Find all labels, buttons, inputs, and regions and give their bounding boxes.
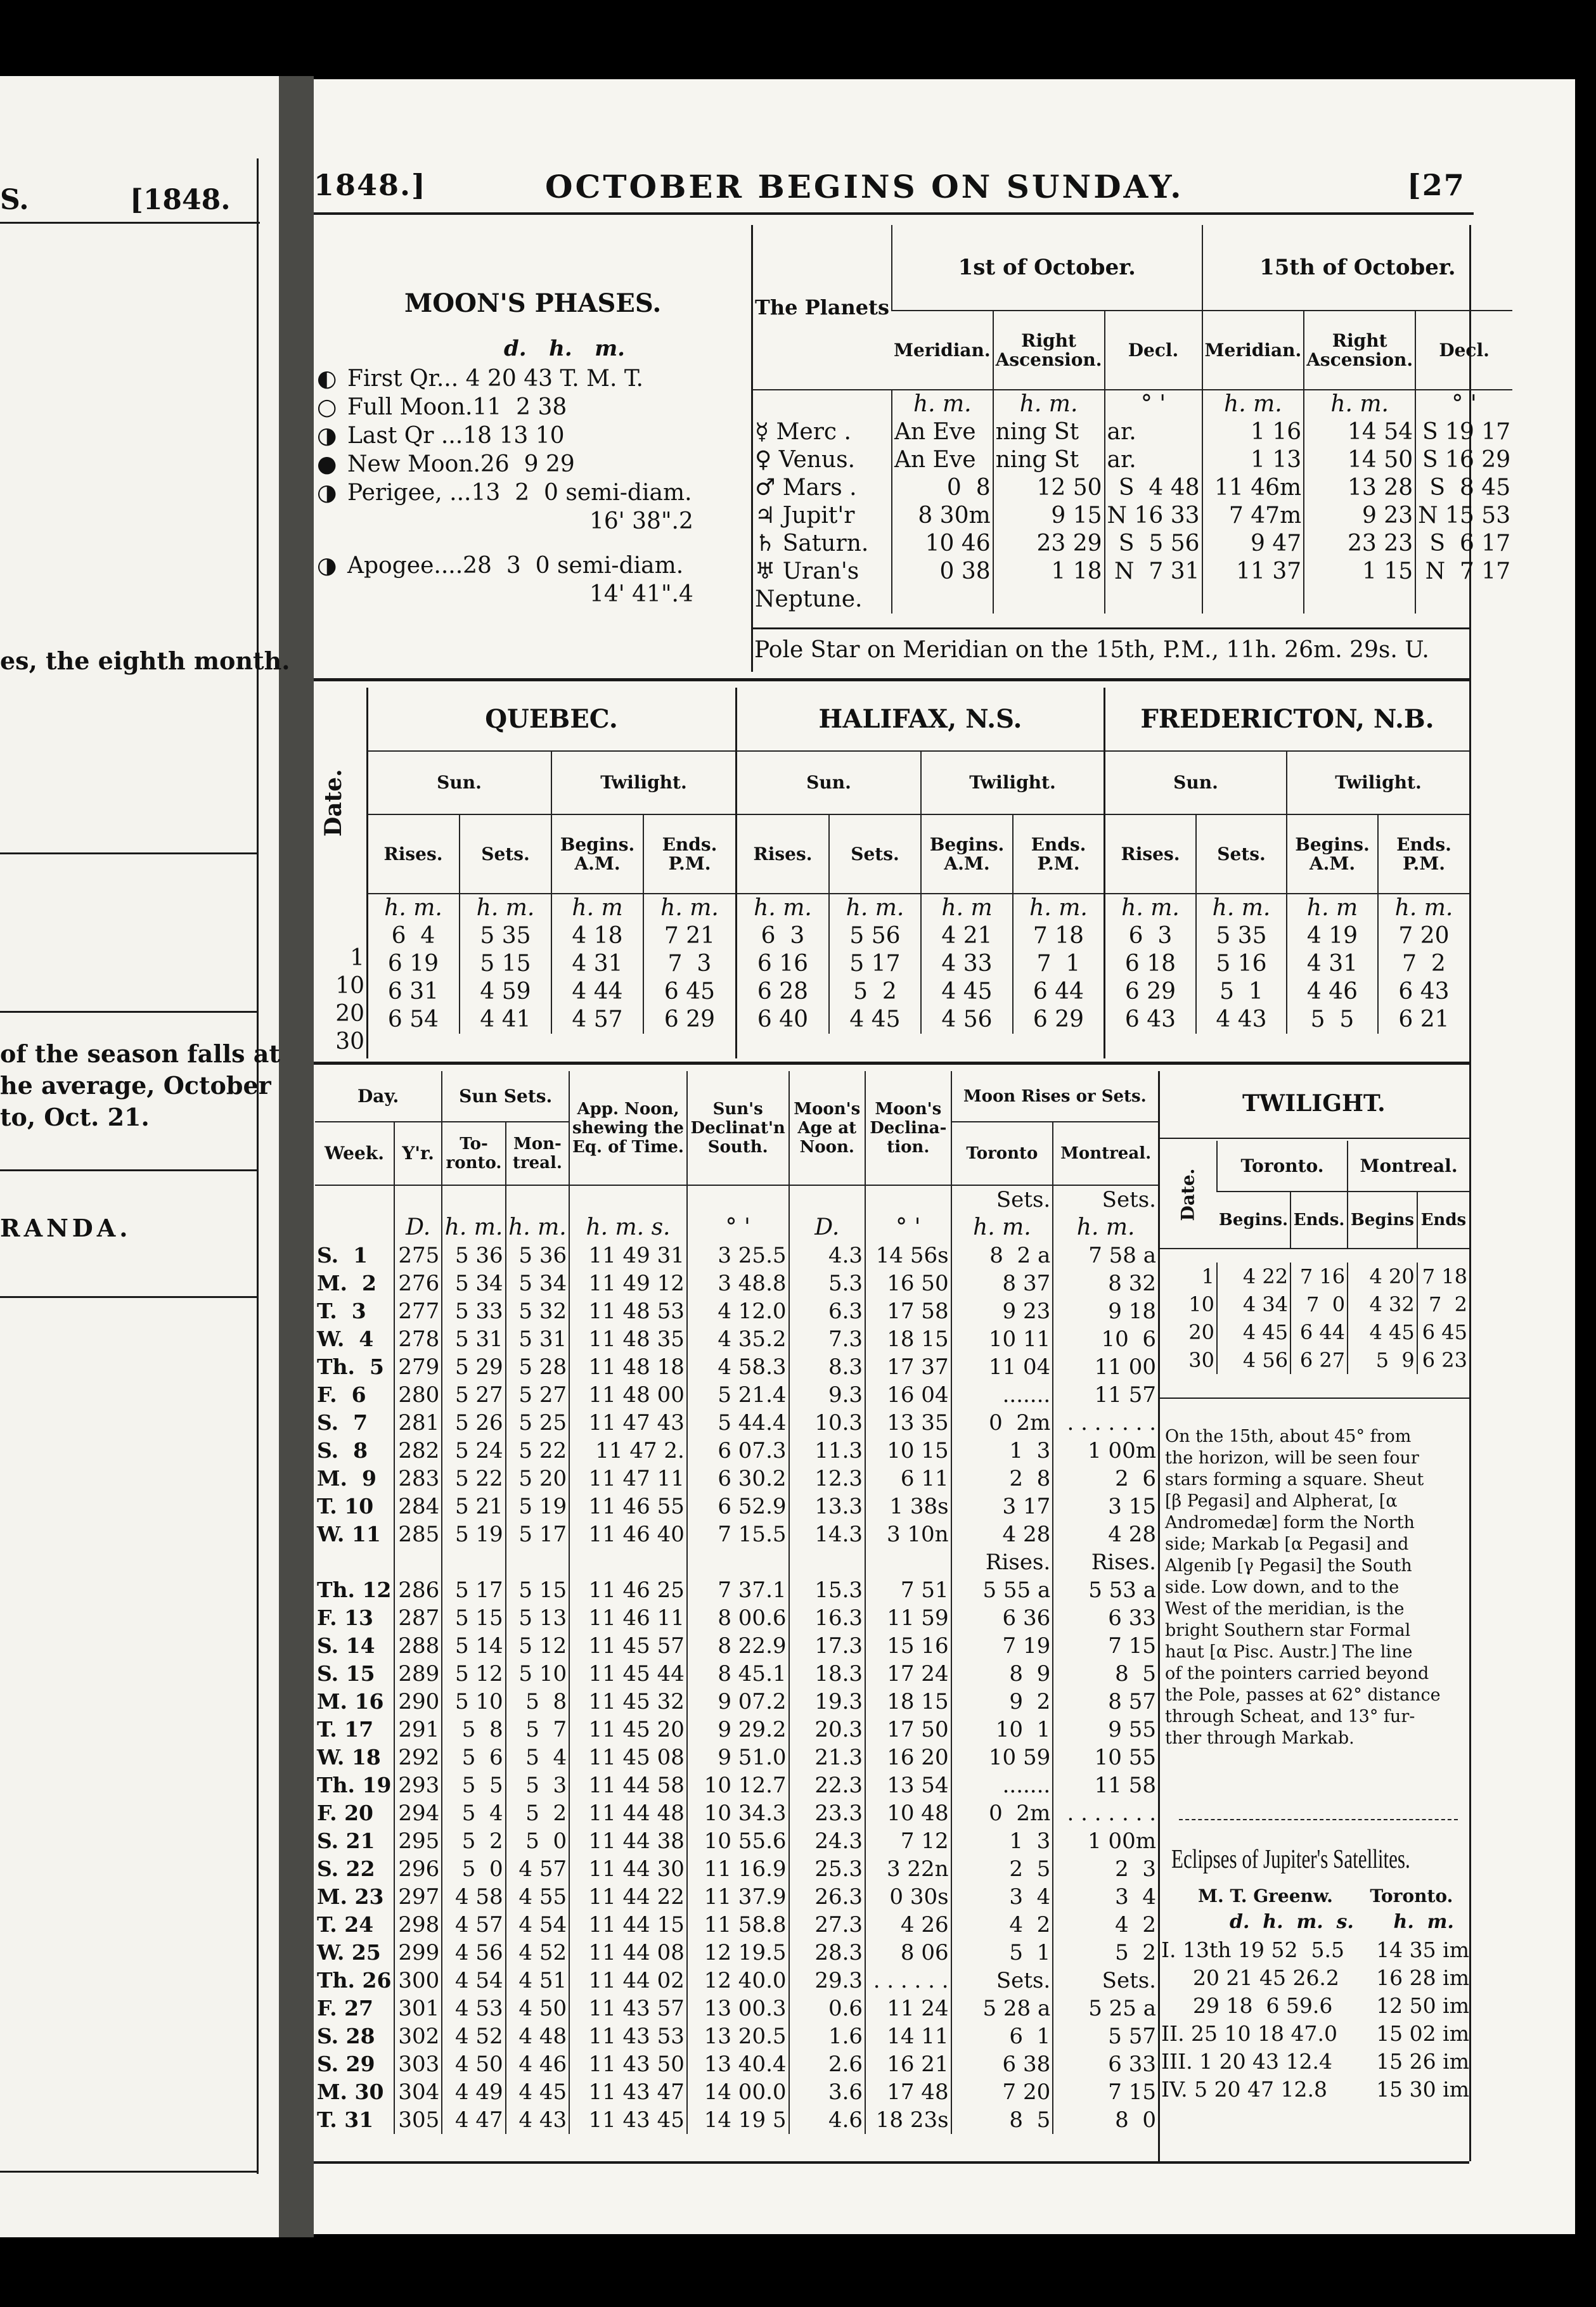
header-title: OCTOBER BEGINS ON SUNDAY. <box>545 168 1184 205</box>
planets-label: The Planets <box>753 225 892 390</box>
table-row: 6 3 5 56 4 21 7 18 <box>737 922 1104 950</box>
note-line: through Scheat, and 13° fur- <box>1165 1707 1415 1726</box>
table-row: ☿ Merc . An Eve ning St ar. 1 16 14 54 S 19 17 <box>753 418 1512 446</box>
pole-star-rule <box>753 627 1469 629</box>
table-row: ♀ Venus. An Eve ning St ar. 1 13 14 50 S 16 29 <box>753 446 1512 474</box>
left-rule <box>0 1169 257 1171</box>
moon-phase-icon: ◑ <box>317 553 337 579</box>
moon-phase-row: ◑ Apogee....28 3 0 semi-diam. <box>317 553 684 579</box>
table-row: F. 6 280 5 27 5 27 11 48 00 5 21.4 9.3 16 04 ....... 11 57 <box>315 1381 1158 1409</box>
header-rule <box>314 212 1474 215</box>
table-row: 6 40 4 45 4 56 6 29 <box>737 1006 1104 1034</box>
left-rule <box>0 1296 257 1298</box>
note-line: the Pole, passes at 62° distance <box>1165 1685 1441 1705</box>
left-text-line: to, Oct. 21. <box>0 1103 150 1131</box>
table-row: 30 4 56 6 27 5 9 6 23 <box>1160 1346 1469 1374</box>
table-row: 6 19 5 15 4 31 7 3 <box>368 950 735 978</box>
moon-phases-units: d. h. m. <box>504 336 626 361</box>
eclipses-units: d. h. m. s. h. m. <box>1230 1911 1454 1933</box>
moon-phases-list <box>317 364 748 608</box>
table-row: 10 4 34 7 0 4 32 7 2 <box>1160 1290 1469 1318</box>
table-row: S. 22 296 5 0 4 57 11 44 30 11 16.9 25.3 3 22n 2 5 2 3 <box>315 1855 1158 1883</box>
note-divider <box>1179 1819 1458 1820</box>
moon-phase-row: ● New Moon.26 9 29 <box>317 451 575 477</box>
city-table-quebec: QUEBEC. Sun. Twilight. Rises. Sets. Begins. A.M. Ends. P.M. h. m. h. m. h. m h. m. 6 4 5 35 4 18 7 21 6 19 5 15 4 31 7 3 6 31 4 59 4 44 6 45 6 54 4 41 4 57 6 29 <box>368 688 735 1034</box>
col-meridian: Meridian. <box>892 311 993 390</box>
table-row: M. 16 290 5 10 5 8 11 45 32 9 07.2 19.3 18 15 9 2 8 57 <box>315 1688 1158 1716</box>
table-row: W. 4 278 5 31 5 31 11 48 35 4 35.2 7.3 18 15 10 11 10 6 <box>315 1325 1158 1353</box>
table-row: Sets. Sets. <box>315 1185 1158 1214</box>
moon-phase-row: ◐ First Qr... 4 20 43 T. M. T. <box>317 366 643 392</box>
book-gutter <box>279 76 314 2237</box>
table-row: S. 29 303 4 50 4 46 11 43 50 13 40.4 2.6 16 21 6 38 6 33 <box>315 2050 1158 2078</box>
note-line: On the 15th, about 45° from <box>1165 1427 1412 1446</box>
table-row: 6 31 4 59 4 44 6 45 <box>368 978 735 1006</box>
col-declination: Decl. <box>1415 311 1512 390</box>
table-row: ♄ Saturn. 10 46 23 29 S 5 56 9 47 23 23 S 6 17 <box>753 530 1512 558</box>
col-right-ascension: Right Ascension. <box>1304 311 1415 390</box>
note-line: the horizon, will be seen four <box>1165 1448 1419 1468</box>
note-line: haut [α Pisc. Austr.] The line <box>1165 1642 1413 1662</box>
table-row: 6 4 5 35 4 18 7 21 <box>368 922 735 950</box>
table-row: W. 11 285 5 19 5 17 11 46 40 7 15.5 14.3 3 10n 4 28 4 28 <box>315 1520 1158 1548</box>
eclipse-row: I. 13th 19 52 5.5 14 35 im <box>1161 1937 1469 1962</box>
table-row: ♂ Mars . 0 8 12 50 S 4 48 11 46m 13 28 S 8 45 <box>753 474 1512 502</box>
left-text-line: RANDA. <box>0 1214 132 1242</box>
eclipse-row: II. 25 10 18 47.0 15 02 im <box>1161 2021 1469 2046</box>
note-line: Algenib [γ Pegasi] the South <box>1165 1556 1412 1576</box>
left-page <box>0 76 279 2237</box>
moon-phases-title: MOON'S PHASES. <box>404 288 662 318</box>
table-row: T. 10 284 5 21 5 19 11 46 55 6 52.9 13.3 1 38s 3 17 3 15 <box>315 1493 1158 1520</box>
eclipse-row: III. 1 20 43 12.4 15 26 im <box>1161 2049 1469 2074</box>
table-row: 6 43 4 43 5 5 6 21 <box>1105 1006 1469 1034</box>
table-row: S. 15 289 5 12 5 10 11 45 44 8 45.1 18.3 17 24 8 9 8 5 <box>315 1660 1158 1688</box>
note-line: of the pointers carried beyond <box>1165 1664 1429 1683</box>
table-row: W. 25 299 4 56 4 52 11 44 08 12 19.5 28.3 8 06 5 1 5 2 <box>315 1939 1158 1967</box>
table-row: S. 7 281 5 26 5 25 11 47 43 5 44.4 10.3 13 35 0 2m . . . . . . . <box>315 1409 1158 1437</box>
table-row: 6 29 5 1 4 46 6 43 <box>1105 978 1469 1006</box>
table-row: 6 16 5 17 4 33 7 1 <box>737 950 1104 978</box>
planets-group-1: 1st of October. <box>892 225 1202 311</box>
table-row: F. 27 301 4 53 4 50 11 43 57 13 00.3 0.6 11 24 5 28 a 5 25 a <box>315 1995 1158 2022</box>
table-row: 1 4 22 7 16 4 20 7 18 <box>1160 1263 1469 1290</box>
left-text-line: es, the eighth month. <box>0 646 290 675</box>
note-line: side. Low down, and to the <box>1165 1578 1400 1597</box>
pole-star-note: Pole Star on Meridian on the 15th, P.M., 11h. 26m. 29s. U. <box>754 637 1429 663</box>
table-row: M. 2 276 5 34 5 34 11 49 12 3 48.8 5.3 16 50 8 37 8 32 <box>315 1269 1158 1297</box>
twilight-rule <box>1160 1398 1469 1399</box>
note-line: Andromedæ] form the North <box>1165 1513 1415 1533</box>
table-row: S. 28 302 4 52 4 48 11 43 53 13 20.5 1.6 14 11 6 1 5 57 <box>315 2022 1158 2050</box>
city-name: HALIFAX, N.S. <box>737 688 1104 751</box>
table-row: W. 18 292 5 6 5 4 11 45 08 9 51.0 21.3 16 20 10 59 10 55 <box>315 1744 1158 1771</box>
moon-phase-icon: ○ <box>317 394 337 420</box>
eclipses-title: Eclipses of Jupiter's Satellites. <box>1171 1845 1410 1874</box>
note-line: bright Southern star Formal <box>1165 1621 1411 1640</box>
left-rule <box>0 2171 257 2173</box>
eclipses-list <box>1161 1936 1469 2104</box>
page-right-border <box>1469 1071 1471 2161</box>
table-row: 6 54 4 41 4 57 6 29 <box>368 1006 735 1034</box>
eclipse-row: IV. 5 20 47 12.8 15 30 im <box>1161 2077 1469 2102</box>
left-page-border <box>257 158 259 2174</box>
table-row: Th. 12 286 5 17 5 15 11 46 25 7 37.1 15.3 7 51 5 55 a 5 53 a <box>315 1576 1158 1604</box>
header-page-number: [27 <box>1407 168 1465 202</box>
table-row: S. 14 288 5 14 5 12 11 45 57 8 22.9 17.3 15 16 7 19 7 15 <box>315 1632 1158 1660</box>
table-row: M. 9 283 5 22 5 20 11 47 11 6 30.2 12.3 6 11 2 8 2 6 <box>315 1465 1158 1493</box>
eclipse-row: 20 21 45 26.2 16 28 im <box>1193 1965 1469 1990</box>
table-row: 20 4 45 6 44 4 45 6 45 <box>1160 1318 1469 1346</box>
table-row: M. 23 297 4 58 4 55 11 44 22 11 37.9 26.3 0 30s 3 4 3 4 <box>315 1883 1158 1911</box>
table-row: Th. 19 293 5 5 5 3 11 44 58 10 12.7 22.3 13 54 ....... 11 58 <box>315 1771 1158 1799</box>
note-line: side; Markab [α Pegasi] and <box>1165 1534 1409 1554</box>
daily-units-row: D. h. m. h. m. h. m. s. ° ' D. ° ' h. m. h. m. <box>315 1214 1158 1242</box>
moon-phase-row: 14' 41".4 <box>589 581 693 607</box>
left-text-line: of the season falls at <box>0 1039 280 1068</box>
col-meridian: Meridian. <box>1202 311 1304 390</box>
table-row: S. 8 282 5 24 5 22 11 47 2. 6 07.3 11.3 10 15 1 3 1 00m <box>315 1437 1158 1465</box>
section-rule <box>314 1062 1469 1065</box>
section-rule <box>314 678 1469 681</box>
table-row: 6 28 5 2 4 45 6 44 <box>737 978 1104 1006</box>
moon-phase-icon: ◑ <box>317 423 337 449</box>
left-header-rule <box>0 222 260 224</box>
table-row: Th. 5 279 5 29 5 28 11 48 18 4 58.3 8.3 17 37 11 04 11 00 <box>315 1353 1158 1381</box>
moon-phase-row: ○ Full Moon.11 2 38 <box>317 394 567 420</box>
table-row: Th. 26 300 4 54 4 51 11 44 02 12 40.0 29.3 . . . . . . Sets. Sets. <box>315 1967 1158 1995</box>
note-line: West of the meridian, is the <box>1165 1599 1405 1619</box>
twilight-note <box>1165 1426 1463 1749</box>
note-line: ther through Markab. <box>1165 1728 1355 1748</box>
city-name: FREDERICTON, N.B. <box>1105 688 1469 751</box>
table-row: T. 24 298 4 57 4 54 11 44 15 11 58.8 27.3 4 26 4 2 4 2 <box>315 1911 1158 1939</box>
table-row: Neptune. <box>753 586 1512 614</box>
twilight-table: Date. Toronto. Montreal. Begins. Ends. Begins Ends 1 4 22 7 16 4 20 7 18 10 4 34 7 0 4 32 7 2 20 4 45 6 44 4 45 6 45 30 4 56 6 27 5 9 6 23 <box>1160 1141 1469 1374</box>
city-date-list: 1 10 20 30 <box>335 945 364 1055</box>
planets-units-row: h. m. h. m. ° ' h. m. h. m. ° ' <box>753 390 1512 418</box>
planets-table <box>753 225 1512 614</box>
col-declination: Decl. <box>1105 311 1202 390</box>
city-name: QUEBEC. <box>368 688 735 751</box>
note-line: stars forming a square. Sheut <box>1165 1470 1424 1489</box>
table-row: 6 18 5 16 4 31 7 2 <box>1105 950 1469 978</box>
left-header-year: [1848. <box>130 184 231 216</box>
col-right-ascension: Right Ascension. <box>993 311 1105 390</box>
moon-phase-icon: ◑ <box>317 480 337 506</box>
table-row: F. 20 294 5 4 5 2 11 44 48 10 34.3 23.3 10 48 0 2m . . . . . . . <box>315 1799 1158 1827</box>
daily-table: Day. Sun Sets. App. Noon, shewing the Eq. of Time. Sun's Declinat'n South. Moon's Age at Noon. Moon's Declina-tion. Moon Rises or Sets. Week. Y'r. To-ronto. Mon-treal. Toronto Montreal. Sets. Sets. D. h. m. h. m. h. m. s. ° ' D. ° ' h. m. h. m. S. 1 275 5 36 5 36 11 49 31 3 25.5 4.3 14 56s 8 2 a 7 58 a M. 2 276 5 34 5 34 11 49 12 3 48.8 5.3 16 50 8 37 8 32 T. 3 277 5 33 5 32 11 48 53 4 12.0 6.3 17 58 9 23 9 18 W. 4 278 5 31 5 31 11 48 35 4 35.2 7.3 18 15 10 11 10 6 Th. 5 279 5 29 5 28 11 48 18 4 58.3 8.3 17 37 11 04 11 00 F. 6 280 5 27 5 27 11 48 00 5 21.4 9.3 16 04 ....... 11 57 S. 7 281 5 26 5 25 11 47 43 5 44.4 10.3 13 35 0 2m . . . . . . . S. 8 282 5 24 5 22 11 47 2. 6 07.3 11.3 10 15 1 3 1 00m M. 9 283 5 22 5 20 11 47 11 6 30.2 12.3 6 11 2 8 2 6 T. 10 284 5 21 5 19 11 46 55 6 52.9 13.3 1 38s 3 17 3 15 W. 11 285 5 19 5 17 11 46 40 7 15.5 14.3 3 10n 4 28 4 28 Rises. Rises. Th. 12 286 5 17 5 15 11 46 25 7 37.1 15.3 7 51 5 55 a 5 53 a F. 13 287 5 15 5 13 11 46 11 8 00.6 16.3 11 59 6 36 6 33 S. 14 288 5 14 5 12 11 45 57 8 22.9 17.3 15 16 7 19 7 15 S. 15 289 5 12 5 10 11 45 44 8 45.1 18.3 17 24 8 9 8 5 M. 16 290 5 10 5 8 11 45 32 9 07.2 19.3 18 15 9 2 8 57 T. 17 291 5 8 5 7 11 45 20 9 29.2 20.3 17 50 10 1 9 55 W. 18 292 5 6 5 4 11 45 08 9 51.0 21.3 16 20 10 59 10 55 Th. 19 293 5 5 5 3 11 44 58 10 12.7 22.3 13 54 ....... 11 58 F. 20 294 5 4 5 2 11 44 48 10 34.3 23.3 10 48 0 2m . . . . . . . S. 21 295 5 2 5 0 11 44 38 10 55.6 24.3 7 12 1 3 1 00m S. 22 296 5 0 4 57 11 44 30 11 16.9 25.3 3 22n 2 5 2 3 M. 23 297 4 58 4 55 11 44 22 11 37.9 26.3 0 30s 3 4 3 4 T. 24 298 4 57 4 54 11 44 15 11 58.8 27.3 4 26 4 2 4 2 W. 25 299 4 56 4 52 11 44 08 12 19.5 28.3 8 06 5 1 5 2 Th. 26 300 4 54 4 51 11 44 02 12 40.0 29.3 . . . . . . Sets. Sets. F. 27 301 4 53 4 50 11 43 57 13 00.3 0.6 11 24 5 28 a 5 25 a S. 28 302 4 52 4 48 11 43 53 13 20.5 1.6 14 11 6 1 5 57 S. 29 303 4 50 4 46 11 43 50 13 40.4 2.6 16 21 6 38 6 33 M. 30 304 4 49 4 45 11 43 47 14 00.0 3.6 17 48 7 20 7 15 T. 31 305 4 47 4 43 11 43 45 14 19 5 4.6 18 23s 8 5 8 0 <box>315 1071 1158 2134</box>
table-row: 6 3 5 35 4 19 7 20 <box>1105 922 1469 950</box>
twilight-title: TWILIGHT. <box>1242 1090 1386 1117</box>
table-row: ♃ Jupit'r 8 30m 9 15 N 16 33 7 47m 9 23 N 15 53 <box>753 502 1512 530</box>
table-row: F. 13 287 5 15 5 13 11 46 11 8 00.6 16.3 11 59 6 36 6 33 <box>315 1604 1158 1632</box>
header-year: 1848.] <box>314 168 427 202</box>
moon-phase-row: ◑ Perigee, ...13 2 0 semi-diam. <box>317 480 692 506</box>
left-rule <box>0 1011 257 1013</box>
city-table-halifax: HALIFAX, N.S. Sun. Twilight. Rises. Sets. Begins. A.M. Ends. P.M. h. m. h. m. h. m h. m. 6 3 5 56 4 21 7 18 6 16 5 17 4 33 7 1 6 28 5 2 4 45 6 44 6 40 4 45 4 56 6 29 <box>737 688 1104 1034</box>
city-date-label: Date. <box>320 769 347 837</box>
table-row: M. 30 304 4 49 4 45 11 43 47 14 00.0 3.6 17 48 7 20 7 15 <box>315 2078 1158 2106</box>
city-table-fredericton: FREDERICTON, N.B. Sun. Twilight. Rises. Sets. Begins. A.M. Ends. P.M. h. m. h. m. h. m h. m. 6 3 5 35 4 19 7 20 6 18 5 16 4 31 7 2 6 29 5 1 4 46 6 43 6 43 4 43 5 5 6 21 <box>1105 688 1469 1034</box>
page-bottom-rule <box>314 2161 1469 2164</box>
left-rule <box>0 852 257 854</box>
moon-phase-icon: ● <box>317 451 337 477</box>
left-header-title: S. <box>0 184 29 216</box>
planets-group-2: 15th of October. <box>1202 225 1513 311</box>
moon-phase-row: ◑ Last Qr ...18 13 10 <box>317 423 565 449</box>
table-row: ♅ Uran's 0 38 1 18 N 7 31 11 37 1 15 N 7 17 <box>753 558 1512 586</box>
table-row: T. 17 291 5 8 5 7 11 45 20 9 29.2 20.3 17 50 10 1 9 55 <box>315 1716 1158 1744</box>
left-text-line: he average, October <box>0 1071 271 1100</box>
eclipses-columns: M. T. Greenw. Toronto. <box>1198 1886 1453 1906</box>
table-row: Rises. Rises. <box>315 1548 1158 1576</box>
note-line: [β Pegasi] and Alpherat, [α <box>1165 1491 1398 1511</box>
table-row: S. 1 275 5 36 5 36 11 49 31 3 25.5 4.3 14 56s 8 2 a 7 58 a <box>315 1242 1158 1269</box>
moon-phase-row: 16' 38".2 <box>589 508 693 534</box>
twilight-rule <box>1160 1138 1469 1139</box>
table-row: T. 3 277 5 33 5 32 11 48 53 4 12.0 6.3 17 58 9 23 9 18 <box>315 1297 1158 1325</box>
table-row: T. 31 305 4 47 4 43 11 43 45 14 19 5 4.6 18 23s 8 5 8 0 <box>315 2106 1158 2134</box>
table-row: S. 21 295 5 2 5 0 11 44 38 10 55.6 24.3 7 12 1 3 1 00m <box>315 1827 1158 1855</box>
moon-phase-icon: ◐ <box>317 366 337 392</box>
eclipse-row: 29 18 6 59.6 12 50 im <box>1193 1993 1469 2018</box>
